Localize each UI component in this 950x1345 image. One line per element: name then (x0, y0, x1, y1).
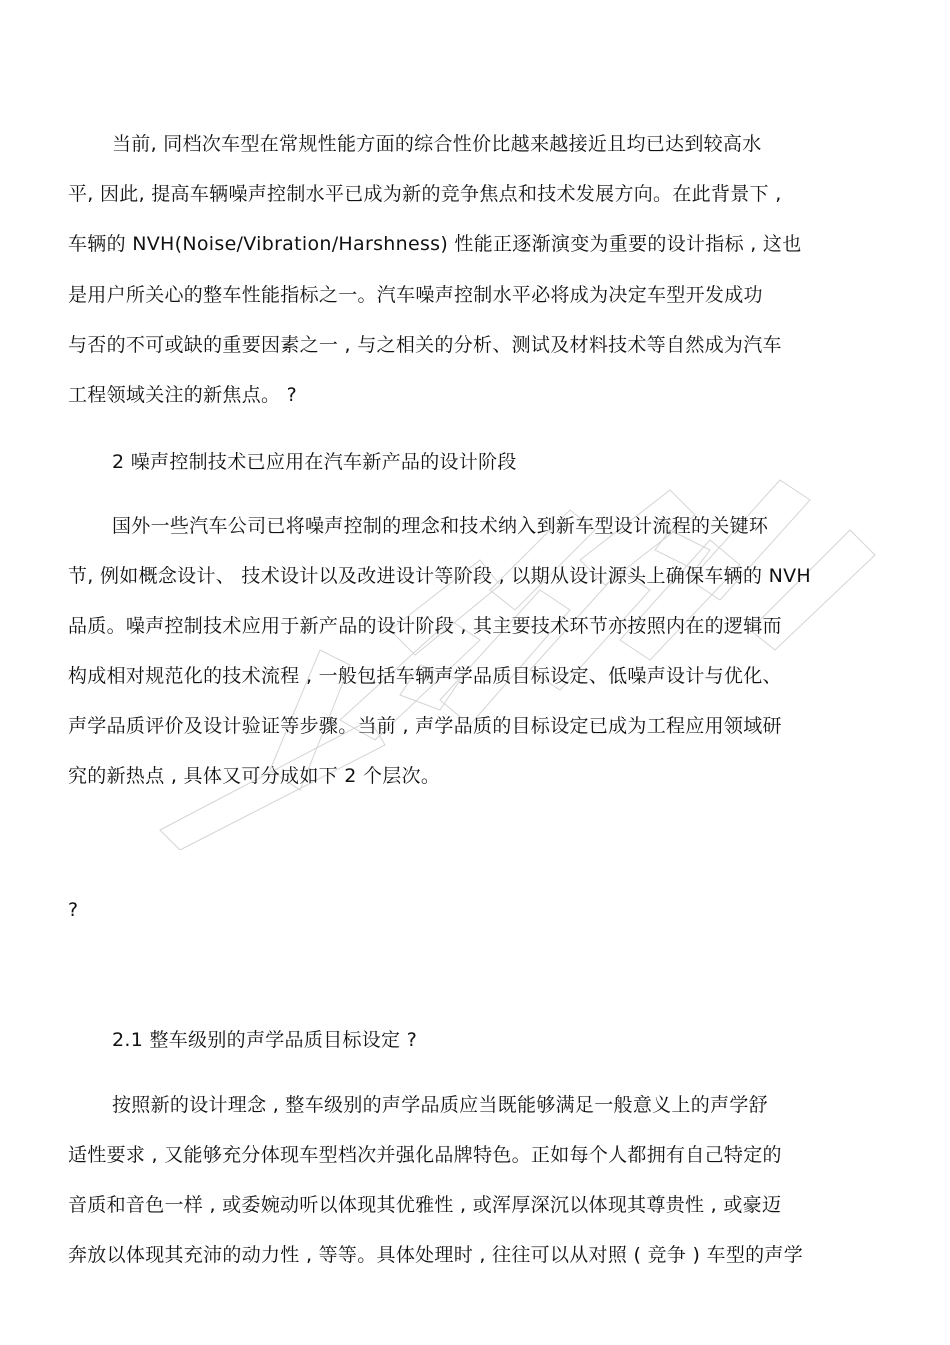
paragraph-line: 工程领域关注的新焦点。 ? (68, 384, 298, 406)
paragraph-line: 究的新热点 , 具体又可分成如下 2 个层次。 (68, 765, 441, 787)
section-heading: 2 噪声控制技术已应用在汽车新产品的设计阶段 (112, 451, 517, 473)
paragraph-line: 与否的不可或缺的重要因素之一 , 与之相关的分析、测试及材料技术等自然成为汽车 (68, 334, 782, 356)
paragraph-line: 按照新的设计理念 , 整车级别的声学品质应当既能够满足一般意义上的声学舒 (112, 1094, 768, 1116)
paragraph-line: 节, 例如概念设计、 技术设计以及改进设计等阶段 , 以期从设计源头上确保车辆的 NVH (68, 565, 811, 587)
paragraph-line: 平, 因此, 提高车辆噪声控制水平已成为新的竞争焦点和技术发展方向。在此背景下 , (68, 183, 782, 205)
paragraph-line: 适性要求 , 又能够充分体现车型档次并强化品牌特色。正如每个人都拥有自己特定的 (68, 1144, 782, 1166)
paragraph-line: 音质和音色一样 , 或委婉动听以体现其优雅性 , 或浑厚深沉以体现其尊贵性 , 或豪迈 (68, 1194, 782, 1216)
paragraph-line: 品质。噪声控制技术应用于新产品的设计阶段 , 其主要技术环节亦按照内在的逻辑而 (68, 615, 782, 637)
paragraph-line: 国外一些汽车公司已将噪声控制的理念和技术纳入到新车型设计流程的关键环 (112, 515, 769, 537)
paragraph-line: 声学品质评价及设计验证等步骤。当前 , 声学品质的目标设定已成为工程应用领域研 (68, 715, 782, 737)
subsection-heading: 2.1 整车级别的声学品质目标设定 ? (112, 1029, 418, 1051)
paragraph-line: 奔放以体现其充沛的动力性 , 等等。具体处理时 , 往往可以从对照 ( 竞争 ) 车型的声学 (68, 1244, 804, 1266)
stray-mark: ? (68, 899, 79, 921)
paragraph-line: 当前, 同档次车型在常规性能方面的综合性价比越来越接近且均已达到较高水 (112, 133, 762, 155)
paragraph-line: 车辆的 NVH(Noise/Vibration/Harshness) 性能正逐渐演变为重要的设计指标 , 这也 (68, 233, 802, 255)
paragraph-line: 构成相对规范化的技术流程 , 一般包括车辆声学品质目标设定、低噪声设计与优化、 (68, 665, 782, 687)
paragraph-line: 是用户所关心的整车性能指标之一。汽车噪声控制水平必将成为决定车型开发成功 (68, 284, 763, 306)
